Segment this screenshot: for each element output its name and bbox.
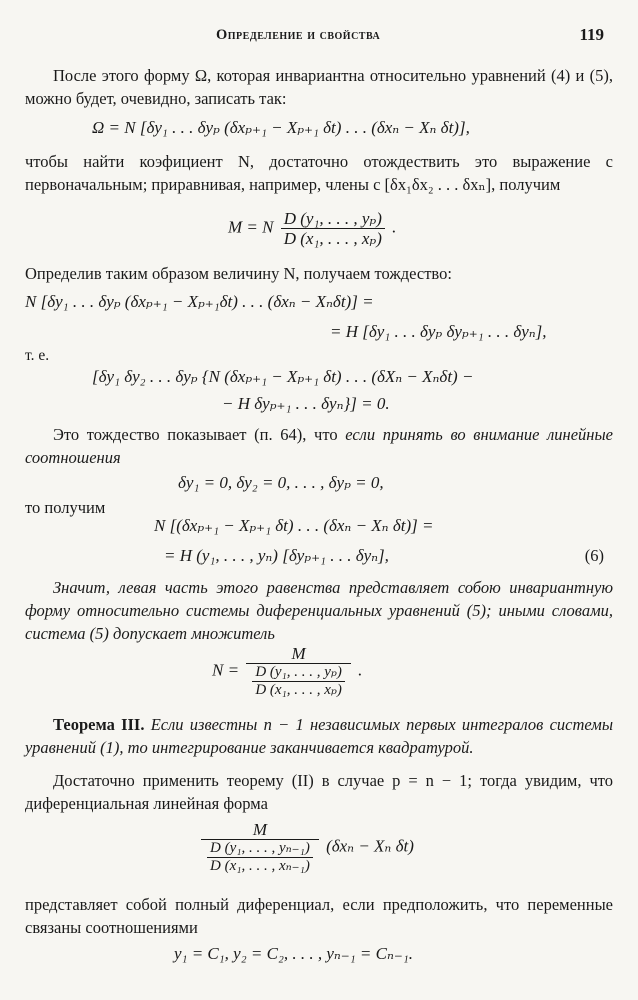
fraction-inner-numerator: D (y₁, . . . , yₚ) [252,664,345,682]
fraction-outer-denominator [246,664,351,699]
equation-m-jacobian [228,209,396,248]
paragraph-1: После этого форму Ω, которая инвариантна относительно уравнений (4) и (5), можно будет, очевидно, записать так: [25,66,613,108]
equation-lhs: M = N [228,217,274,237]
paragraph-4-italic: если принять во внимание линейные соотношения [25,425,613,467]
equation-lhs: N = [212,660,240,680]
fraction-inner-denominator: D (x₁, . . . , xₚ) [255,682,342,698]
equation-tail: . [358,660,363,680]
equation-bracket-line1: [δy₁ δy₂ . . . δyₚ {N (δxₚ₊₁ − Xₚ₊₁ δt) . . . (δXₙ − Xₙδt) − [92,367,474,386]
fraction-inner-numerator: D (y₁, . . . , yₙ₋₁) [207,840,313,858]
page-header [0,27,638,49]
theorem-3 [25,713,613,759]
fraction-outer [246,644,351,699]
theorem-statement: Если известны n − 1 независимых первых интегралов системы уравнений (1), то интегрирование заканчивается квадратурой. [25,715,613,757]
text-te: т. е. [25,347,50,364]
running-head: Определение и свойства [216,27,381,43]
equation-bracket-line2: − H δyₚ₊₁ . . . δyₙ}] = 0. [222,394,390,413]
fraction-inner-denominator: D (x₁, . . . , xₙ₋₁) [210,858,310,874]
paragraph-6: Значит, левая часть этого равенства представляет собою инвариантную форму относительно системы диференциальных уравнений (5); иными словами, система (5) допускает множитель [25,578,613,643]
paragraph-2: чтобы найти коэфициент N, достаточно отождествить это выражение с первоначальным; приравнивая, например, члены с [δx₁δx₂ . . . δxₙ], получим [25,152,613,194]
fraction-inner [207,840,313,875]
equation-number-6: (6) [584,546,604,565]
equation-omega: Ω = N [δy₁ . . . δyₚ (δxₚ₊₁ − Xₚ₊₁ δt) . . . (δxₙ − Xₙ δt)], [92,118,470,137]
fraction-outer-numerator: M [246,644,351,664]
fraction-inner [252,664,345,699]
equation-identity-line1: N [δy₁ . . . δyₚ (δxₚ₊₁ − Xₚ₊₁δt) . . . (δxₙ − Xₙδt)] = [25,292,374,311]
equation-linear-relations: δy₁ = 0, δy₂ = 0, . . . , δyₚ = 0, [178,473,384,492]
paragraph-5: то получим [25,498,106,517]
equation-identity-line2: = H [δy₁ . . . δyₚ δyₚ₊₁ . . . δyₙ], [330,322,547,341]
equation-integrals: y₁ = C₁, y₂ = C₂, . . . , yₙ₋₁ = Cₙ₋₁. [174,944,414,963]
paragraph-7: Достаточно применить теорему (II) в случае p = n − 1; тогда увидим, что диференциальная линейная форма [25,771,613,813]
theorem-label: Теорема III. [53,715,145,734]
paragraph-3: Определив таким образом величину N, получаем тождество: [25,264,452,283]
equation-6-line1: N [(δxₚ₊₁ − Xₚ₊₁ δt) . . . (δxₙ − Xₙ δt)] = [154,516,434,535]
paragraph-8: представляет собой полный диференциал, если предположить, что переменные связаны соотношениями [25,895,613,937]
equation-differential-form [198,820,414,875]
fraction-denominator: D (x₁, . . . , xₚ) [283,229,382,248]
paragraph-4-roman: Это тождество показывает (п. 64), что [53,425,346,444]
fraction-outer-denominator [201,840,319,875]
fraction-outer [201,820,319,875]
equation-multiplier [212,644,362,699]
fraction-numerator: D (y₁, . . . , yₚ) [281,209,385,229]
equation-tail: (δxₙ − Xₙ δt) [326,836,414,856]
equation-6-line2: = H (y₁, . . . , yₙ) [δyₚ₊₁ . . . δyₙ], [164,546,389,565]
equation-tail: . [392,217,397,237]
paragraph-4 [25,423,613,469]
fraction-outer-numerator: M [201,820,319,840]
page-number: 119 [579,25,604,44]
fraction [281,209,385,248]
